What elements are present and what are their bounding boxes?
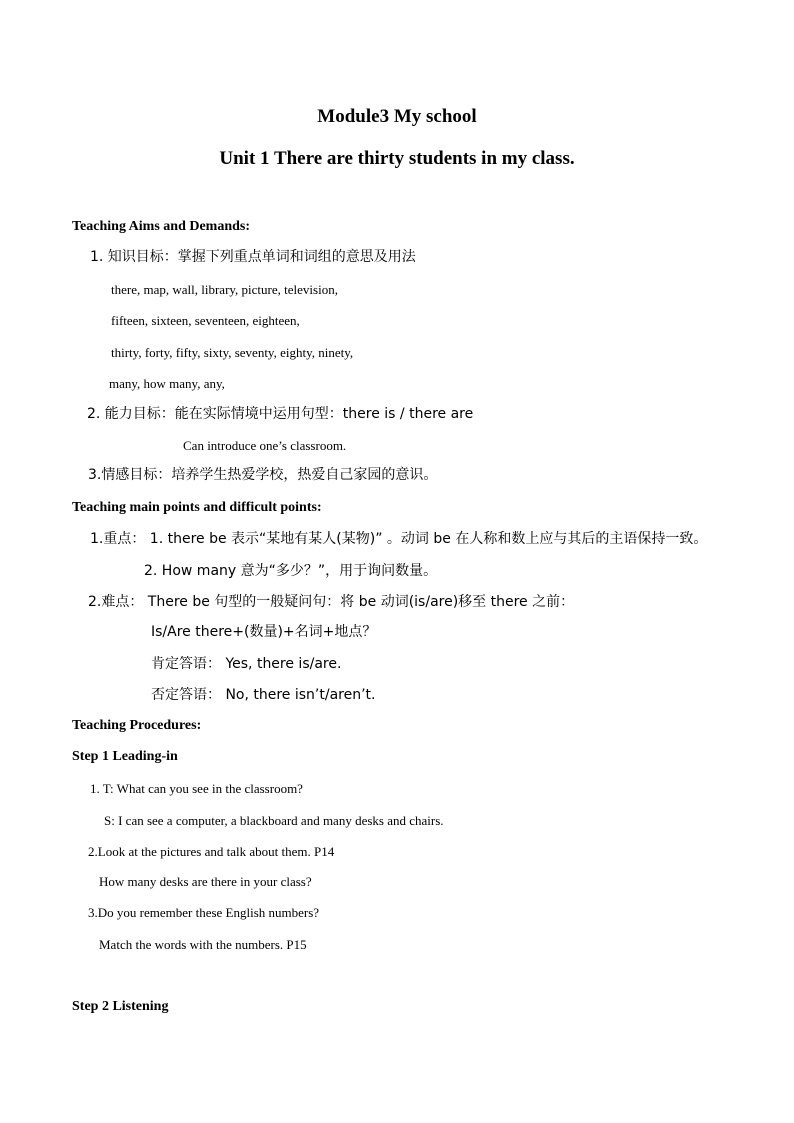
word-list-4: many, how many, any, [109, 376, 225, 391]
step1-line-5: 3.Do you remember these English numbers? [88, 905, 320, 920]
word-list-1: there, map, wall, library, picture, television, [111, 282, 338, 297]
aim-knowledge: 1. 知识目标：掌握下列重点单词和词组的意思及用法 [90, 249, 416, 265]
aim-ability-2: Can introduce one’s classroom. [183, 438, 347, 453]
word-list-3: thirty, forty, fifty, sixty, seventy, eighty, ninety, [111, 345, 354, 360]
difficult-point: 2.难点： There be 句型的一般疑问句：将 be 动词(is/are)移至 there 之前： [88, 594, 575, 610]
step2-heading: Step 2 Listening [72, 999, 169, 1014]
key-point-1: 1.重点： 1. there be 表示“某地有某人(某物)” 。动词 be 在人称和数上应与其后的主语保持一致。 [90, 531, 708, 547]
question-pattern: Is/Are there+(数量)+名词+地点？ [151, 624, 377, 640]
step1-heading: Step 1 Leading-in [72, 749, 178, 764]
procedures-heading: Teaching Procedures: [72, 718, 202, 733]
step1-line-2: S: I can see a computer, a blackboard and many desks and chairs. [104, 813, 444, 828]
points-heading: Teaching main points and difficult points: [72, 500, 322, 515]
step1-line-3: 2.Look at the pictures and talk about them. P14 [88, 844, 335, 859]
step1-line-6: Match the words with the numbers. P15 [99, 937, 307, 952]
unit-title: Unit 1 There are thirty students in my class. [219, 148, 575, 169]
positive-answer: 肯定答语： Yes, there is/are. [151, 656, 342, 672]
aim-ability: 2. 能力目标：能在实际情境中运用句型：there is / there are [87, 406, 474, 422]
module-title: Module3 My school [317, 106, 477, 127]
word-list-2: fifteen, sixteen, seventeen, eighteen, [111, 313, 300, 328]
negative-answer: 否定答语： No, there isn’t/aren’t. [151, 687, 376, 703]
aims-heading: Teaching Aims and Demands: [72, 219, 251, 234]
aim-emotion: 3.情感目标：培养学生热爱学校，热爱自己家园的意识。 [88, 467, 438, 483]
step1-line-4: How many desks are there in your class? [99, 874, 312, 889]
key-point-2: 2. How many 意为“多少？”，用于询问数量。 [144, 563, 438, 579]
step1-line-1: 1. T: What can you see in the classroom? [90, 781, 303, 796]
